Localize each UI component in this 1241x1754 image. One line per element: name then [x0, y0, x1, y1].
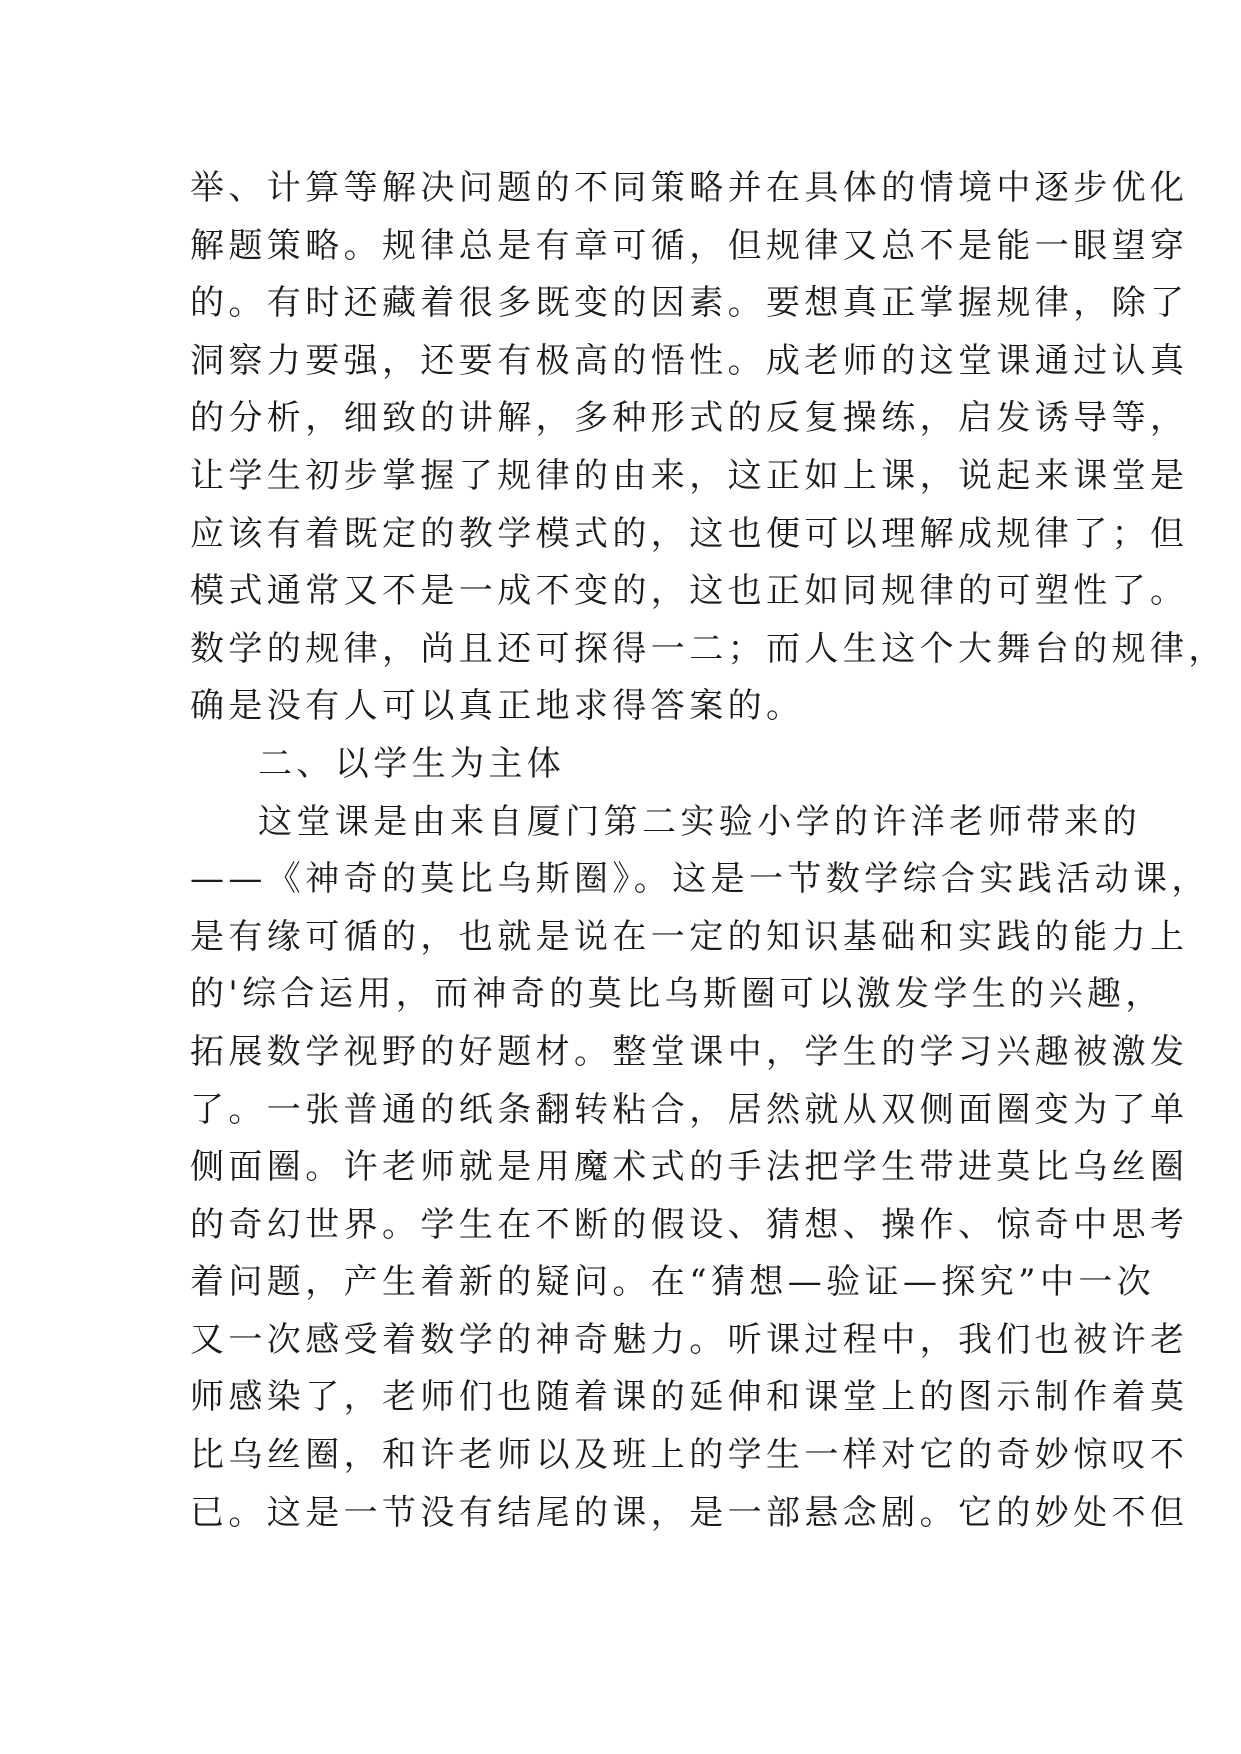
text-line: 是有缘可循的，也就是说在一定的知识基础和实践的能力上	[190, 916, 1189, 957]
text-line: 的'综合运用，而神奇的莫比乌斯圈可以激发学生的兴趣，	[190, 974, 1164, 1015]
text-line: 模式通常又不是一成不变的，这也正如同规律的可塑性了。	[190, 571, 1189, 612]
text-line: 应该有着既定的教学模式的，这也便可以理解成规律了；但	[190, 513, 1189, 554]
text-line: 举、计算等解决问题的不同策略并在具体的情境中逐步优化	[190, 168, 1189, 208]
text-line: 的奇幻世界。学生在不断的假设、猜想、操作、惊奇中思考	[190, 1204, 1189, 1245]
text-line: ——《神奇的莫比乌斯圈》。这是一节数学综合实践活动课，	[190, 859, 1210, 900]
text-line: 了。一张普通的纸条翻转粘合，居然就从双侧面圈变为了单	[190, 1089, 1189, 1130]
text-line: 的分析，细致的讲解，多种形式的反复操练，启发诱导等，	[190, 398, 1189, 439]
text-line: 侧面圈。许老师就是用魔术式的手法把学生带进莫比乌丝圈	[190, 1147, 1189, 1188]
section-heading: 二、以学生为主体	[258, 743, 566, 784]
text-line: 解题策略。规律总是有章可循，但规律又总不是能一眼望穿	[190, 225, 1189, 266]
text-line: 的。有时还藏着很多既变的因素。要想真正掌握规律，除了	[190, 283, 1189, 324]
text-line: 数学的规律，尚且还可探得一二；而人生这个大舞台的规律，	[190, 628, 1227, 669]
text-line: 又一次感受着数学的神奇魅力。听课过程中，我们也被许老	[190, 1319, 1189, 1360]
text-line: 确是没有人可以真正地求得答案的。	[190, 686, 805, 727]
text-line: 让学生初步掌握了规律的由来，这正如上课，说起来课堂是	[190, 455, 1189, 496]
text-line: 已。这是一节没有结尾的课，是一部悬念剧。它的妙处不但	[190, 1492, 1189, 1533]
text-line: 着问题，产生着新的疑问。在“猜想—验证—探究”中一次	[190, 1262, 1156, 1303]
paragraph-start-line: 这堂课是由来自厦门第二实验小学的许洋老师带来的	[258, 801, 1142, 842]
text-line: 师感染了，老师们也随着课的延伸和课堂上的图示制作着莫	[190, 1377, 1189, 1418]
text-line: 拓展数学视野的好题材。整堂课中，学生的学习兴趣被激发	[190, 1031, 1189, 1072]
text-line: 洞察力要强，还要有极高的悟性。成老师的这堂课通过认真	[190, 340, 1189, 381]
body-text	[190, 160, 1227, 1542]
text-line: 比乌丝圈，和许老师以及班上的学生一样对它的奇妙惊叹不	[190, 1435, 1189, 1476]
